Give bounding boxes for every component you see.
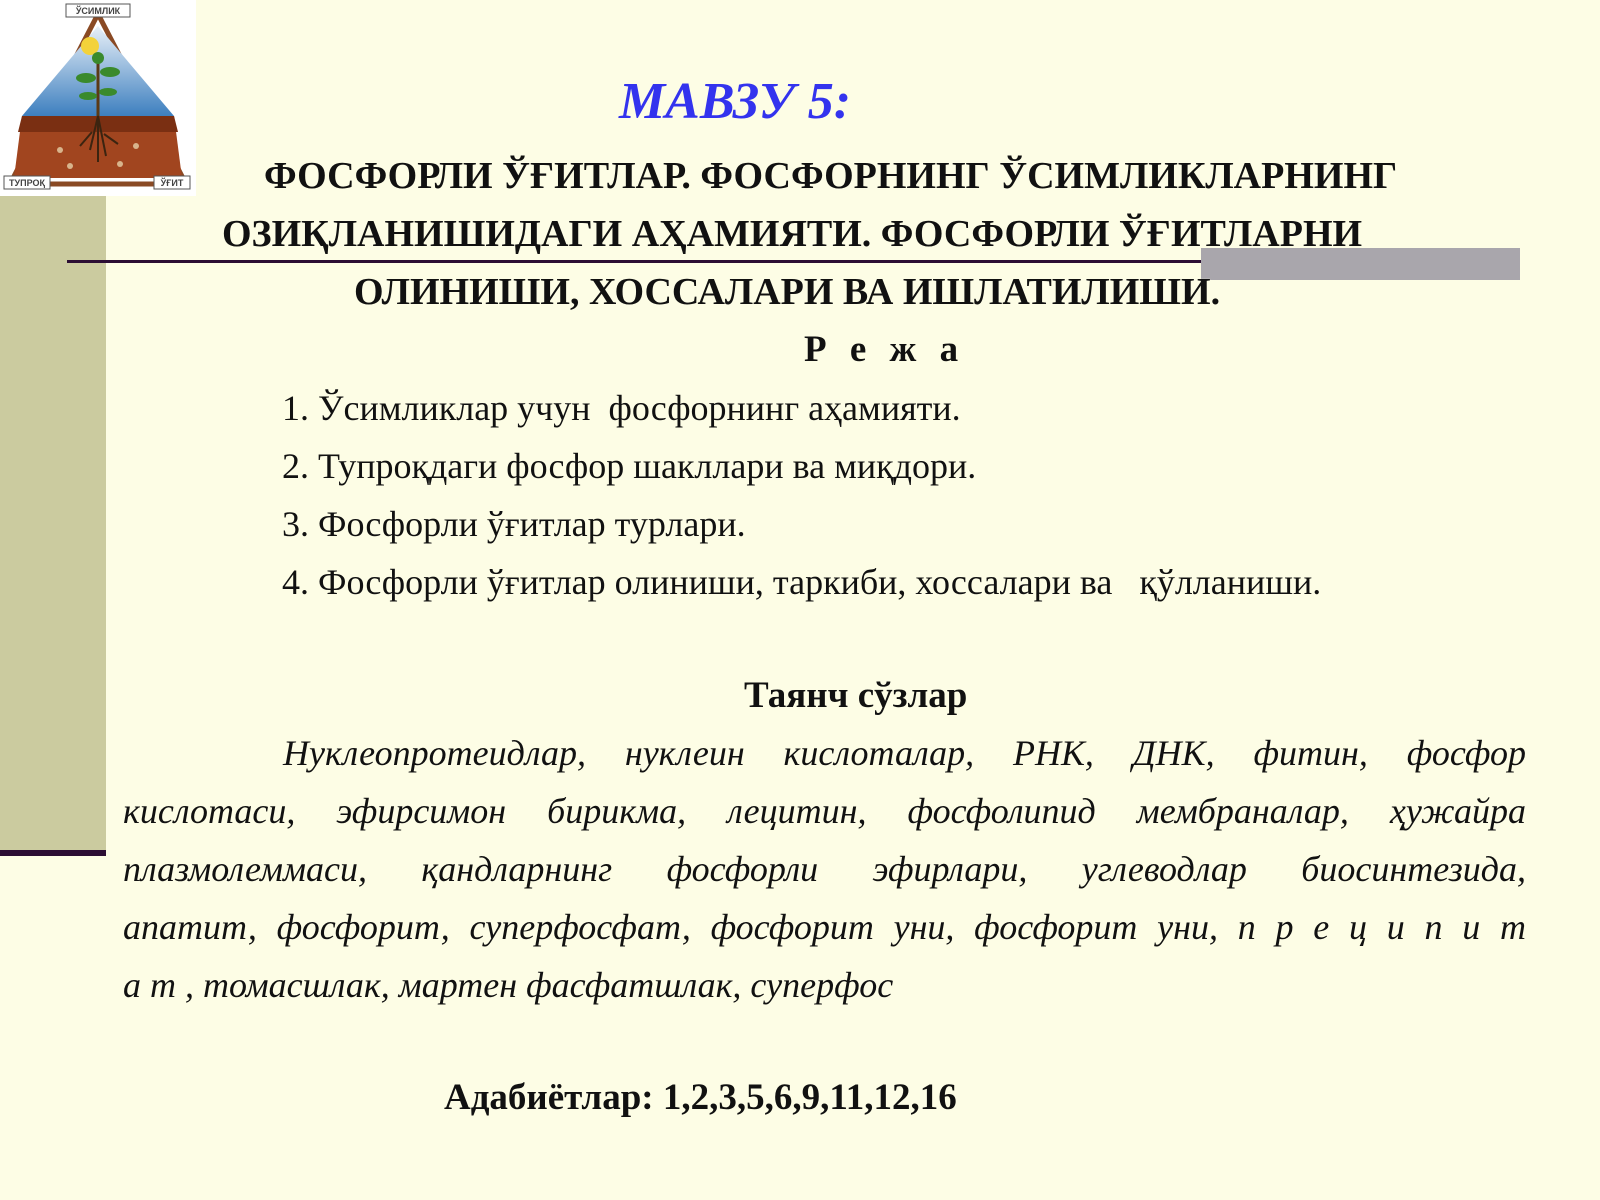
topic-subtitle-line-1: ФОСФОРЛИ ЎҒИТЛАР. ФОСФОРНИНГ ЎСИМЛИКЛАРНИНГ [264,155,1398,197]
plan-item: 1. Ўсимликлар учун фосфорнинг аҳамияти. [282,388,961,428]
logo-left-text: ТУПРОҚ [9,178,45,188]
plan-heading: Р е ж а [804,329,966,370]
keywords-line: апатит, фосфорит, суперфосфат, фосфорит уни, фосфорит уни, п р е ц и п и т [123,907,1526,947]
keywords-heading: Таянч сўзлар [744,675,968,716]
logo-top-text: ЎСИМЛИК [75,6,121,16]
plan-item: 2. Тупроқдаги фосфор шакллари ва миқдори. [282,446,977,486]
left-side-bar [0,196,106,850]
topic-title: МАВЗУ 5: [618,73,852,130]
topic-subtitle-line-3: ОЛИНИШИ, ХОССАЛАРИ ВА ИШЛАТИЛИШИ. [354,271,1221,313]
keywords-line: кислотаси, эфирсимон бирикма, лецитин, фосфолипид мембраналар, ҳужайра [123,791,1526,831]
logo-right-text: ЎҒИТ [160,178,184,188]
keywords-line: плазмолеммаси, қандларнинг фосфорли эфирлари, углеводлар биосинтезида, [123,849,1526,889]
plan-item: 4. Фосфорли ўғитлар олиниши, таркиби, хоссалари ва қўлланиши. [282,562,1322,602]
topic-subtitle-line-2: ОЗИҚЛАНИШИДАГИ АҲАМИЯТИ. ФОСФОРЛИ ЎҒИТЛАРНИ [222,213,1363,255]
keywords-line: а т , томасшлак, мартен фасфатшлак, суперфос [123,965,894,1005]
plan-item: 3. Фосфорли ўғитлар турлари. [282,504,746,544]
keywords-line: Нуклеопротеидлар, нуклеин кислоталар, РНК, ДНК, фитин, фосфор [283,733,1526,773]
left-side-bar-rule [0,850,106,856]
references-line: Адабиётлар: 1,2,3,5,6,9,11,12,16 [444,1077,957,1118]
